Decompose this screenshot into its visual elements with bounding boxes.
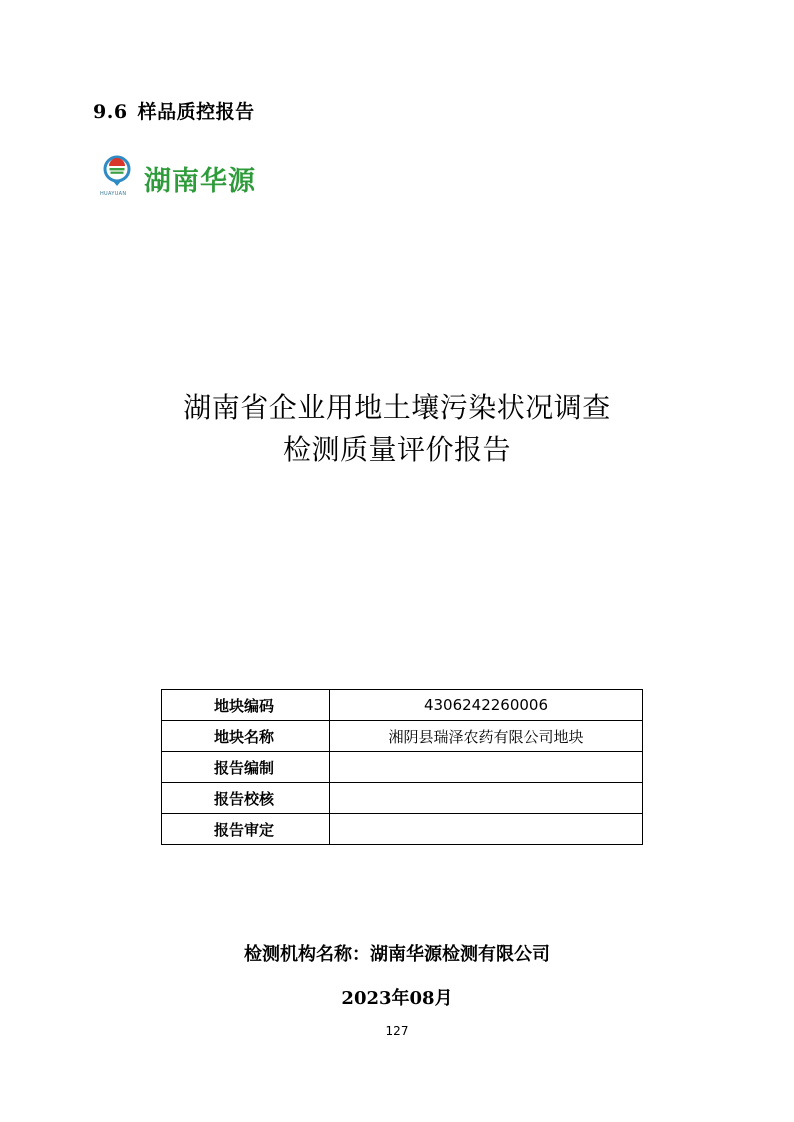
report-title-line-2: 检测质量评价报告 [282, 433, 511, 466]
plot-code-label: 地块编码 [162, 690, 330, 721]
compiled-by-label: 报告编制 [162, 752, 330, 783]
section-title: 样品质控报告 [137, 101, 255, 123]
table-row-plot-code [162, 690, 643, 721]
logo-text: 湖南华源 [144, 166, 256, 197]
section-heading [93, 97, 255, 124]
testing-organization: 检测机构名称：湖南华源检测有限公司 [244, 944, 550, 965]
plot-name-label: 地块名称 [162, 721, 330, 752]
report-date: 2023年08月 [341, 988, 453, 1009]
plot-code-value: 4306242260006 [330, 690, 643, 721]
report-info-table [161, 689, 643, 845]
report-title-line-1: 湖南省企业用地土壤污染状况调查 [183, 391, 611, 424]
compiled-by-value [330, 752, 643, 783]
plot-name-value: 湘阴县瑞泽农药有限公司地块 [330, 721, 643, 752]
table-row-approved-by [162, 814, 643, 845]
approved-by-label: 报告审定 [162, 814, 330, 845]
checked-by-label: 报告校核 [162, 783, 330, 814]
checked-by-value [330, 783, 643, 814]
section-number: 9.6 [93, 101, 128, 123]
page-number: 127 [385, 1024, 409, 1038]
table-row-compiled-by [162, 752, 643, 783]
company-logo [100, 153, 280, 205]
table-row-plot-name [162, 721, 643, 752]
approved-by-value [330, 814, 643, 845]
logo-caption: HUAYUAN [100, 191, 127, 197]
table-row-checked-by [162, 783, 643, 814]
